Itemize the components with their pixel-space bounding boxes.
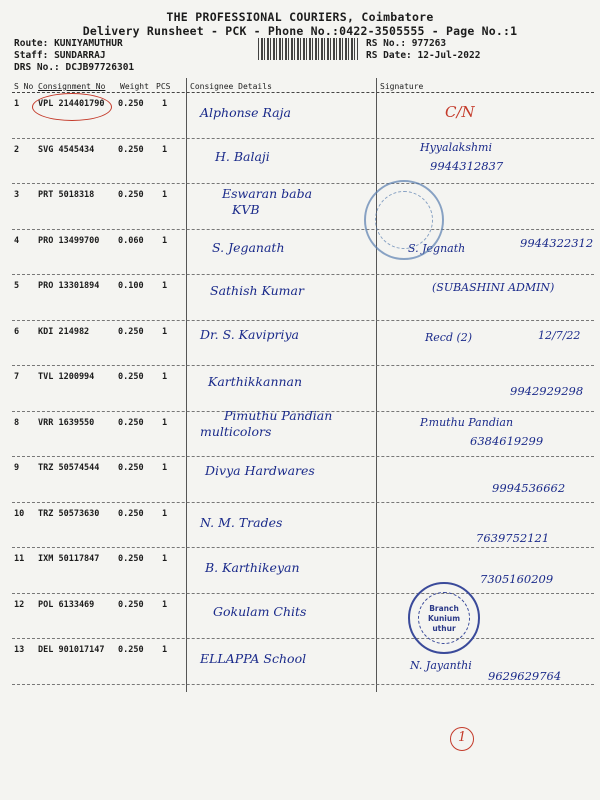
receipt-date: 12/7/22: [538, 328, 581, 342]
pieces-count: 1: [162, 599, 168, 610]
weight-value: 0.250: [118, 463, 144, 473]
weight-value: 0.060: [118, 235, 144, 246]
consignee-name: Divya Hardwares: [205, 463, 315, 478]
route-value: KUNIYAMUTHUR: [54, 38, 123, 49]
drs-line: [14, 62, 134, 73]
branch-stamp: [408, 582, 480, 654]
consignment-number: PRO 13301894: [38, 281, 100, 291]
route-label: Route:: [14, 38, 49, 49]
consignment-number: VPL 214401790: [38, 99, 105, 109]
barcode: [258, 38, 358, 60]
serial-number: 8: [14, 417, 20, 428]
consignee-name-line-2: multicolors: [200, 423, 272, 439]
staff-value: SUNDARRAJ: [54, 50, 106, 61]
serial-number: 7: [14, 372, 20, 382]
serial-number: 2: [14, 144, 20, 155]
table-row: [12, 548, 594, 594]
consignment-number: DEL 901017147: [38, 645, 105, 655]
drs-label: DRS No.:: [14, 62, 60, 73]
consignment-number: PRT 5018318: [38, 190, 95, 200]
table-row: [12, 321, 594, 367]
receiver-phone: 9629629764: [488, 669, 562, 683]
weight-value: 0.250: [118, 144, 144, 155]
pieces-count: 1: [162, 463, 168, 473]
faded-stamp: [364, 180, 444, 260]
table-row: [12, 230, 594, 276]
pieces-count: 1: [162, 281, 168, 291]
pieces-count: 1: [162, 554, 168, 564]
pieces-count: 1: [162, 235, 168, 246]
table-row: [12, 407, 594, 458]
pieces-count: 1: [162, 417, 168, 428]
rs-no-value: 977263: [411, 38, 447, 49]
table-row: [12, 594, 594, 640]
receiver-phone: 9944322312: [520, 235, 594, 250]
serial-number: 9: [14, 463, 20, 473]
page-mark: 1: [458, 730, 467, 745]
consignee-name: Gokulam Chits: [213, 603, 307, 619]
receiver-phone: 9942929298: [510, 384, 584, 398]
serial-number: 12: [14, 599, 25, 610]
receiver-phone: 9994536662: [492, 481, 566, 495]
table-row: [12, 139, 594, 185]
table-row: [12, 184, 594, 230]
consignment-highlight-circle: [32, 93, 112, 121]
consignment-number: POL 6133469: [38, 599, 95, 610]
route-line: [14, 38, 123, 49]
table-row: [12, 503, 594, 549]
pieces-count: 1: [162, 144, 168, 155]
consignee-name: B. Karthikeyan: [205, 560, 300, 575]
company-title: THE PROFESSIONAL COURIERS, Coimbatore: [166, 10, 434, 24]
stamp-line-2: Kunium: [427, 614, 461, 623]
consignee-name: Karthikkannan: [208, 374, 303, 389]
weight-value: 0.250: [118, 372, 144, 382]
weight-value: 0.250: [118, 417, 144, 428]
consignment-number: VRR 1639550: [38, 417, 95, 428]
receiver-phone: 7639752121: [476, 530, 550, 545]
pieces-count: 1: [162, 645, 168, 655]
weight-value: 0.250: [118, 645, 144, 655]
serial-number: 10: [14, 508, 25, 519]
table-row: [12, 366, 594, 412]
receiver-signature: Hyyalakshmi: [420, 140, 492, 154]
serial-number: 5: [14, 281, 20, 291]
rs-date-label: RS Date:: [366, 50, 412, 61]
consignment-number: PRO 13499700: [38, 235, 100, 246]
table-row: [12, 639, 594, 685]
table-row: [12, 457, 594, 503]
staff-line: [14, 50, 106, 61]
weight-value: 0.250: [118, 326, 144, 337]
consignee-name: S. Jeganath: [212, 239, 285, 255]
receiver-signature: C/N: [445, 103, 475, 121]
consignee-name: H. Balaji: [215, 148, 270, 164]
consignment-number: KDI 214982: [38, 326, 90, 337]
receiver-signature: N. Jayanthi: [410, 659, 472, 672]
col-header-signature: Signature: [380, 82, 424, 91]
weight-value: 0.250: [118, 99, 144, 109]
pieces-count: 1: [162, 372, 168, 382]
consignment-number: TVL 1200994: [38, 372, 95, 382]
runsheet-subtitle: Delivery Runsheet - PCK - Phone No.:0422-3505555 - Page No.:1: [82, 24, 518, 38]
weight-value: 0.250: [118, 554, 144, 564]
serial-number: 4: [14, 235, 20, 246]
pieces-count: 1: [162, 508, 168, 519]
consignee-name: ELLAPPA School: [200, 651, 307, 666]
consignee-name: Dr. S. Kavipriya: [200, 326, 299, 342]
page-mark-circle: [450, 727, 474, 751]
receiver-signature: Recd (2): [425, 330, 473, 344]
col-header-consignment: Consignment No: [38, 82, 106, 91]
stamp-line-1: Branch: [429, 604, 459, 613]
serial-number: 3: [14, 190, 20, 200]
serial-number: 13: [14, 645, 25, 655]
consignment-number: TRZ 50573630: [38, 508, 100, 519]
consignee-name-line-2: KVB: [232, 202, 260, 217]
weight-value: 0.250: [118, 190, 144, 200]
consignee-name: N. M. Trades: [200, 514, 283, 530]
consignment-number: TRZ 50574544: [38, 463, 100, 473]
rs-no-label: RS No.:: [366, 38, 407, 49]
serial-number: 11: [14, 554, 25, 564]
consignee-name: Alphonse Raja: [200, 105, 291, 120]
table-row: [12, 275, 594, 321]
rs-date-value: 12-Jul-2022: [417, 50, 481, 61]
receiver-signature: P.muthu Pandian: [420, 415, 514, 429]
serial-number: 6: [14, 326, 20, 337]
stamp-line-3: uthur: [432, 624, 456, 633]
consignment-number: IXM 50117847: [38, 554, 100, 564]
pieces-count: 1: [162, 326, 168, 337]
receiver-signature: S. Jegnath: [408, 241, 466, 255]
staff-label: Staff:: [14, 50, 49, 61]
consignee-name: Pimuthu Pandian: [224, 407, 333, 423]
col-header-pcs: PCS: [156, 82, 171, 91]
serial-number: 1: [14, 99, 20, 109]
receiver-phone: 7305160209: [480, 572, 554, 586]
weight-value: 0.100: [118, 281, 144, 291]
row-separator: [12, 684, 594, 685]
drs-value: DCJB97726301: [65, 62, 135, 73]
receiver-phone: 6384619299: [470, 433, 544, 448]
receiver-signature: (SUBASHINI ADMIN): [432, 281, 555, 294]
pieces-count: 1: [162, 190, 168, 200]
weight-value: 0.250: [118, 508, 144, 519]
rs-no-line: [366, 38, 446, 49]
weight-value: 0.250: [118, 599, 144, 610]
col-header-sno: S No: [14, 82, 34, 91]
rs-date-line: [366, 50, 480, 61]
col-header-consignee: Consignee Details: [190, 82, 272, 91]
consignment-number: SVG 4545434: [38, 144, 95, 155]
consignee-name: Eswaran baba: [222, 186, 313, 201]
consignee-name: Sathish Kumar: [210, 283, 304, 298]
col-header-weight: Weight: [120, 82, 149, 91]
receiver-phone: 9944312837: [430, 158, 504, 173]
pieces-count: 1: [162, 99, 168, 109]
